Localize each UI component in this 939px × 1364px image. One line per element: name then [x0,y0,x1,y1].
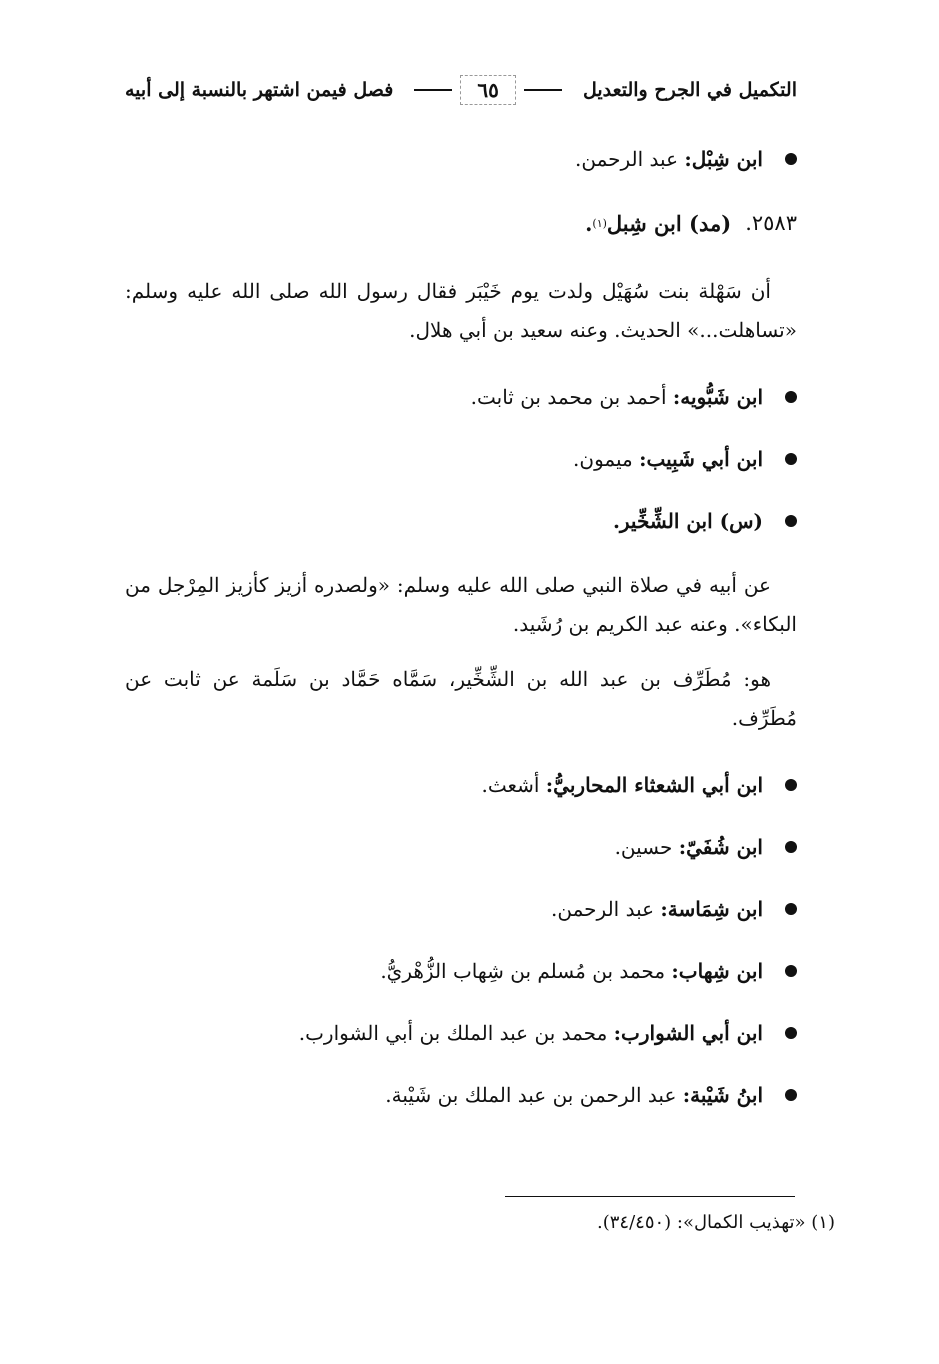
list-item [125,428,797,490]
entry-text: محمد بن مُسلم بن شِهاب الزُّهْريُّ. [380,959,672,983]
entry-text: عبد الرحمن. [574,147,685,171]
entry-heading: ابن شِمَاسة: [660,897,763,921]
entry-heading: ابن أبي الشوارب: [613,1021,763,1045]
entry-text: أشعث. [481,773,546,797]
entry-paragraph: عن أبيه في صلاة النبي صلى الله عليه وسلم: «ولصدره أزيز كأزيز المِرْجل من البكاء». وعنه عبد الكريم بن رُشَيد. [125,573,797,636]
header-page-number-group [414,75,561,105]
numbered-entry [125,190,797,258]
bullet-icon [785,153,797,165]
header-book-title: التكميل في الجرح والتعديل [582,79,797,101]
list-item [125,490,797,552]
header-dash [414,89,452,91]
header-dash [524,89,562,91]
list-item [125,878,797,940]
entry-heading: ابن شُفَيّ: [678,835,763,859]
page-number: ٦٥ [460,75,515,105]
list-item [125,128,797,190]
entry-heading: ابن شَبُّويه: [672,385,763,409]
list-item [125,1064,797,1126]
list-item [125,816,797,878]
entry-heading: ابن شِبْل: [684,147,763,171]
entry-paragraph: هو: مُطَرِّف بن عبد الله بن الشِّخِّير، سَمَّاه حَمَّاد بن سَلَمة عن ثابت عن مُطَرِّف. [125,667,797,730]
entry-heading: (مد) ابن شِبل [606,211,732,237]
entry-text: عبد الرحمن. [551,897,661,921]
bullet-icon [785,841,797,853]
bullet-icon [785,1027,797,1039]
footnote-divider [505,1196,795,1197]
footnote: (١) «تهذيب الكمال»: (٣٤/٤٥٠). [597,1212,835,1233]
entry-text: عبد الرحمن بن عبد الملك بن شَيْبة. [385,1083,683,1107]
entry-text: ميمون. [573,447,640,471]
bullet-icon [785,903,797,915]
entry-heading: ابن أبي الشعثاء المحاربيُّ: [545,773,763,797]
entry-heading: ابن أبي شَبِيب: [639,447,763,471]
entry-paragraph: أن سَهْلة بنت سُهَيْل ولدت يوم خَيْبَر فقال رسول الله صلى الله عليه وسلم: «تساهلت...» الحديث. وعنه سعيد بن أبي هلال. [125,279,797,342]
main-text [125,128,797,1126]
bullet-icon [785,779,797,791]
bullet-icon [785,391,797,403]
list-item [125,366,797,428]
bullet-icon [785,965,797,977]
entry-heading: (س) ابن الشِّخِّير. [612,509,763,533]
entry-tail: . [585,211,593,237]
footnote-marker[interactable]: (١) [592,217,607,231]
entry-heading: ابن شِهاب: [671,959,763,983]
list-item [125,1002,797,1064]
entry-text: محمد بن عبد الملك بن أبي الشوارب. [298,1021,614,1045]
list-item [125,754,797,816]
header-section-title: فصل فيمن اشتهر بالنسبة إلى أبيه [125,79,394,101]
entry-text: حسين. [614,835,679,859]
bullet-icon [785,515,797,527]
entry-number: ٢٥٨٣. [745,211,797,236]
bullet-icon [785,1089,797,1101]
running-header [125,68,797,112]
bullet-icon [785,453,797,465]
entry-heading: ابنُ شَيْبة: [682,1083,763,1107]
list-item [125,940,797,1002]
entry-text: أحمد بن محمد بن ثابت. [470,385,673,409]
